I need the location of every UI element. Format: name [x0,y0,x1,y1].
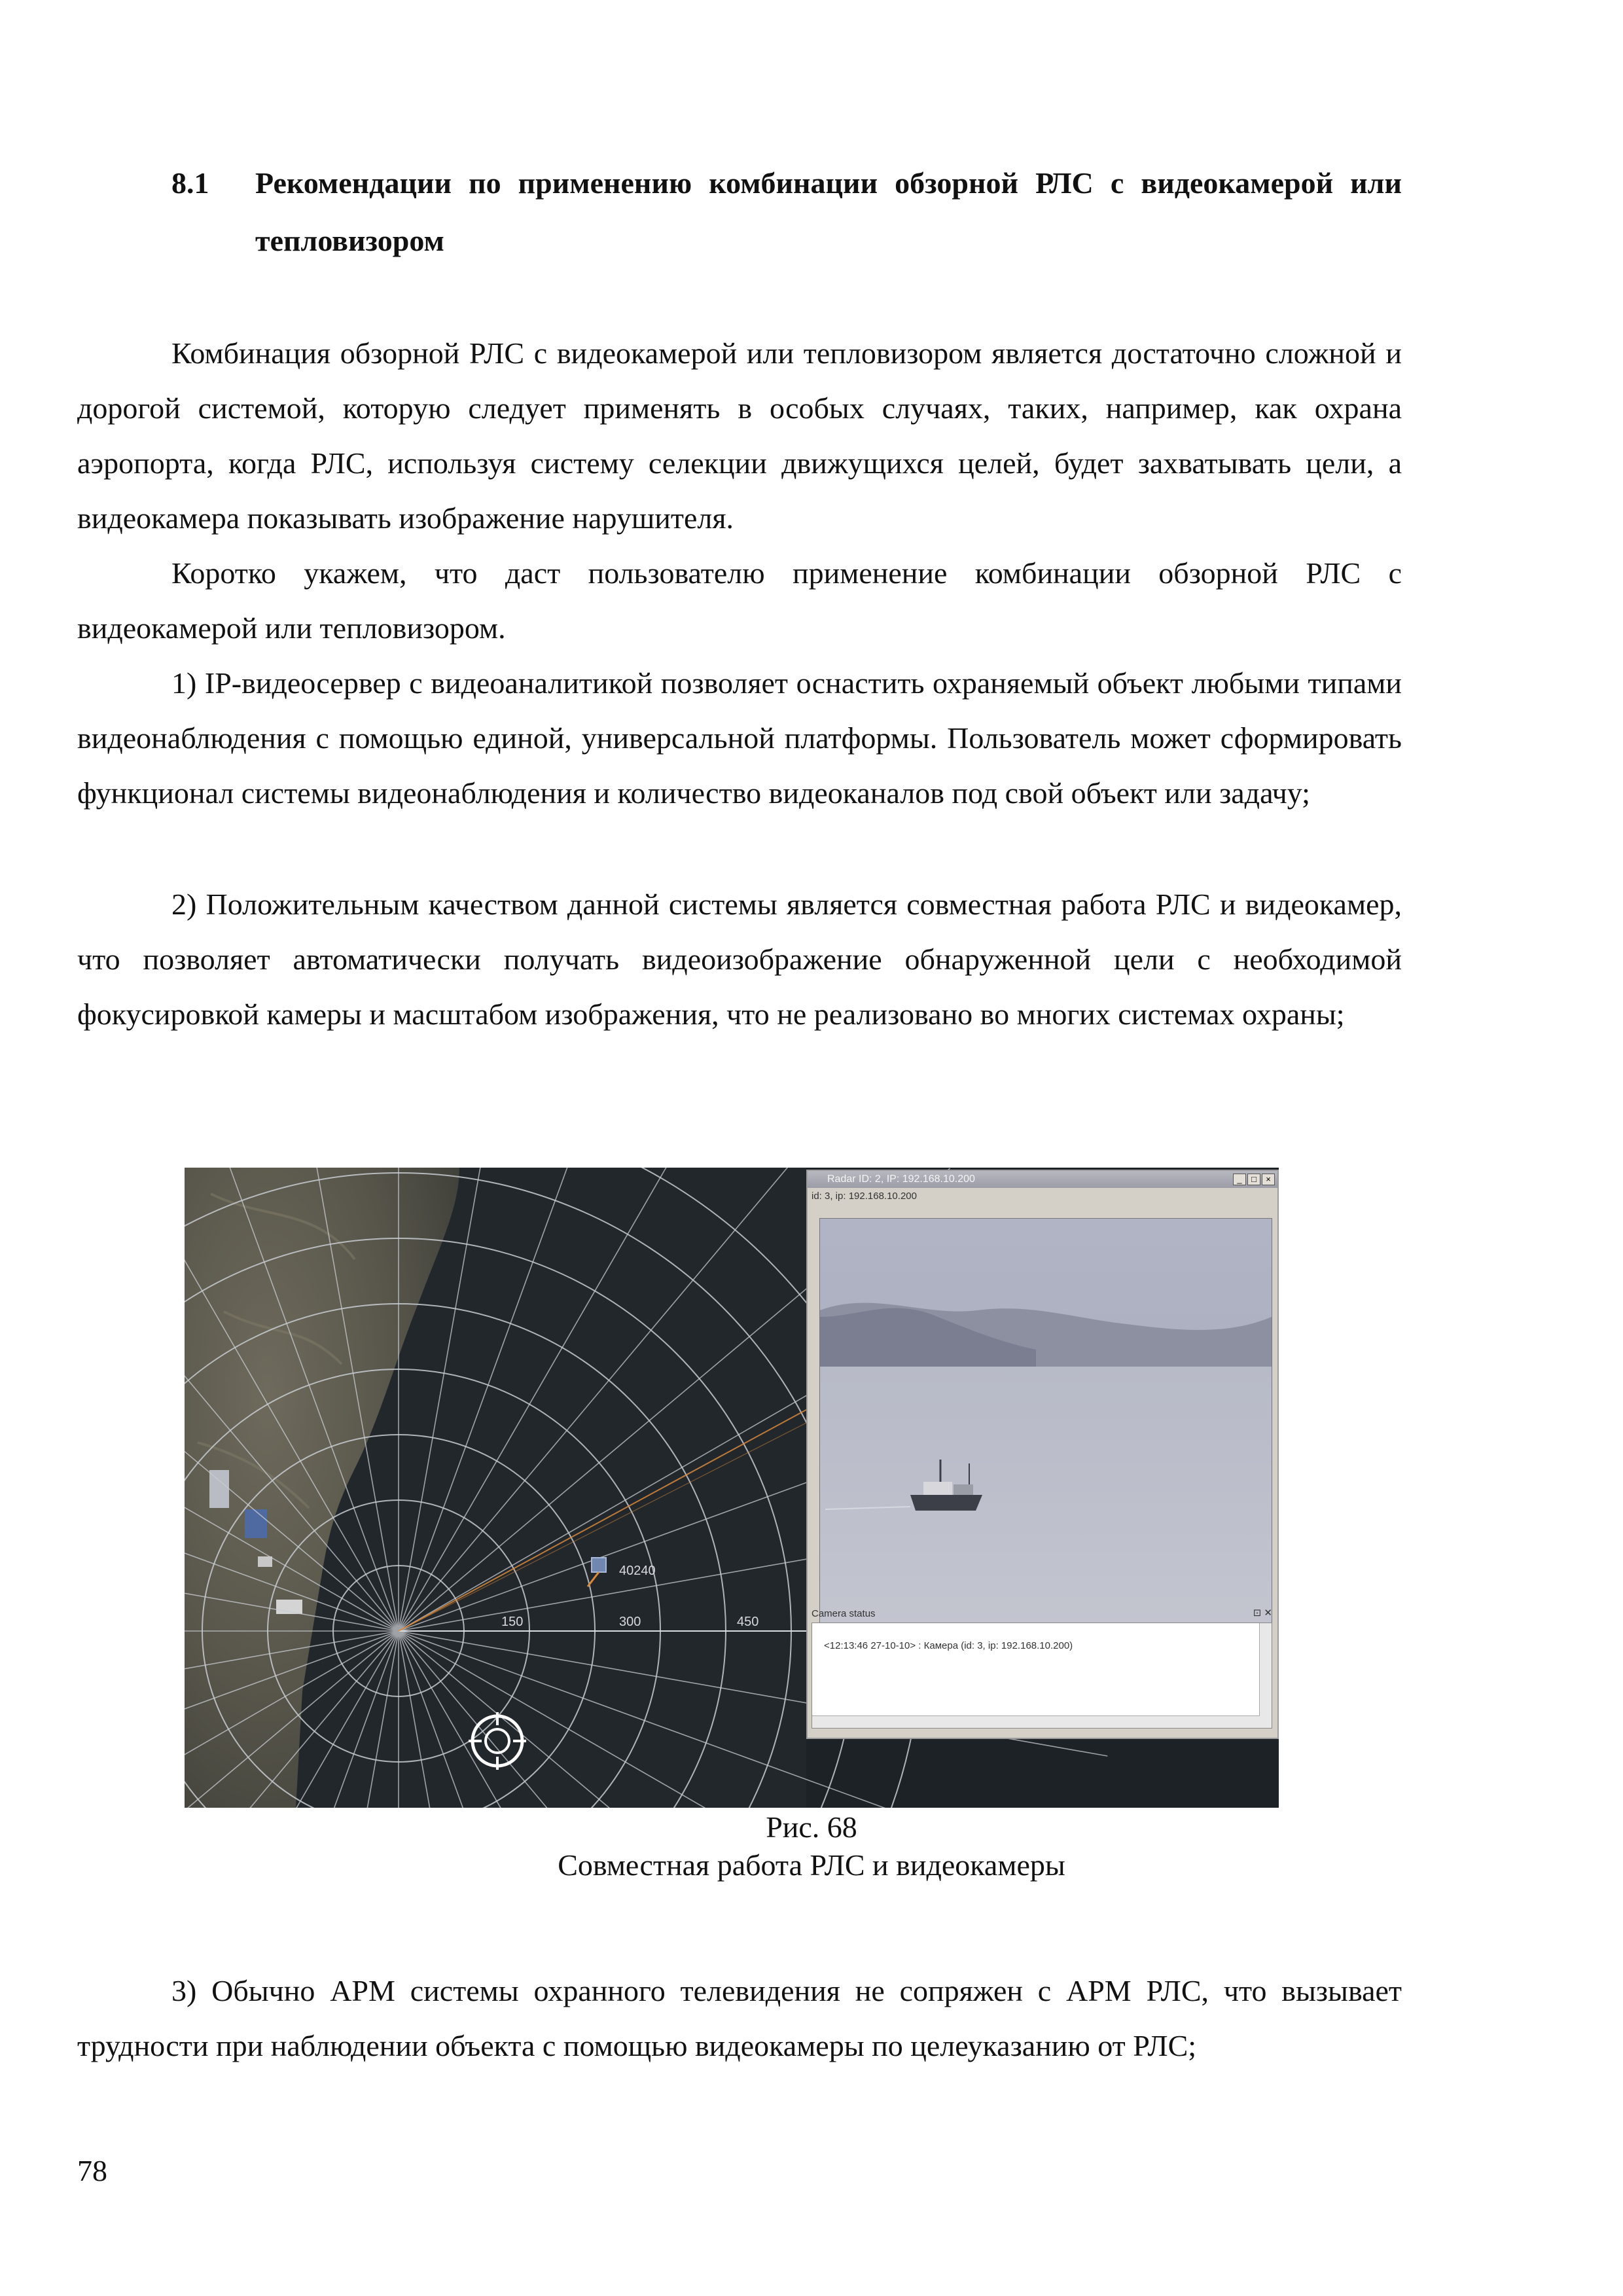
section-title: Рекомендации по применению комбинации обзорной РЛС с видеокамерой или тепловизором [255,166,1402,257]
building [209,1470,229,1508]
figure-radar-camera [185,1168,1279,1808]
target-label: 40240 [619,1564,656,1578]
range-label: 450 [737,1615,759,1629]
video-feed [819,1218,1272,1657]
section-number: 8.1 [171,166,209,200]
minimize-button[interactable]: _ [1233,1174,1246,1185]
camera-window[interactable] [806,1170,1279,1739]
paragraph-item-3: 3) Обычно АРМ системы охранного телевидения не сопряжен с АРМ РЛС, что вызывает трудности при наблюдении объекта с помощью видеокамеры по целеуказанию от РЛС; [77,1974,1402,2062]
camera-id-line: id: 3, ip: 192.168.10.200 [812,1191,917,1202]
paragraph-intro: Комбинация обзорной РЛС с видеокамерой или тепловизором является достаточно сложной и дорогой системой, которую следует применять в особых случаях, таких, например, как охрана аэропорта, когда РЛС, используя систему селекции движущихся целей, будет захватывать цели, а видеокамера показывать изображение нарушителя. [77,336,1402,535]
vertical-scrollbar[interactable] [1259,1623,1272,1728]
maximize-button[interactable]: □ [1247,1174,1260,1185]
paragraph-item-2: 2) Положительным качеством данной системы является совместная работа РЛС и видеокамер, что позволяет автоматически получать видеоизображение обнаруженной цели с необходимой фокусировкой камеры и масштабом изображения, что не реализовано во многих системах охраны; [77,888,1402,1031]
paragraph-item-1: 1) IP-видеосервер с видеоаналитикой позволяет оснастить охраняемый объект любыми типами видеонаблюдения с помощью единой, универсальной платформы. Пользователь может сформировать функционал системы видеонаблюдения и количество видеоканалов под свой объект или задачу; [77,666,1402,810]
paragraph-summary: Коротко укажем, что даст пользователю применение комбинации обзорной РЛС с видеокамерой или тепловизором. [77,556,1402,645]
horizontal-scrollbar[interactable] [812,1715,1260,1728]
figure-number: Рис. 68 [766,1810,857,1844]
range-label: 300 [619,1615,641,1629]
video-frame [820,1219,1272,1656]
building [258,1556,272,1567]
building [245,1509,267,1538]
camera-status-log [812,1623,1272,1729]
page-number: 78 [77,2154,107,2187]
close-button[interactable]: × [1262,1174,1275,1185]
camera-status-title: Camera status [812,1608,876,1619]
status-message: <12:13:46 27-10-10> : Камера (id: 3, ip: 192.168.10.200) [824,1640,1073,1651]
radar-target [592,1558,606,1572]
status-panel-close-icon[interactable]: ⊡ ✕ [1253,1607,1272,1619]
figure-caption: Совместная работа РЛС и видеокамеры [558,1848,1065,1882]
camera-window-title[interactable]: Radar ID: 2, IP: 192.168.10.200 [808,1171,1277,1188]
range-label: 150 [501,1615,524,1629]
